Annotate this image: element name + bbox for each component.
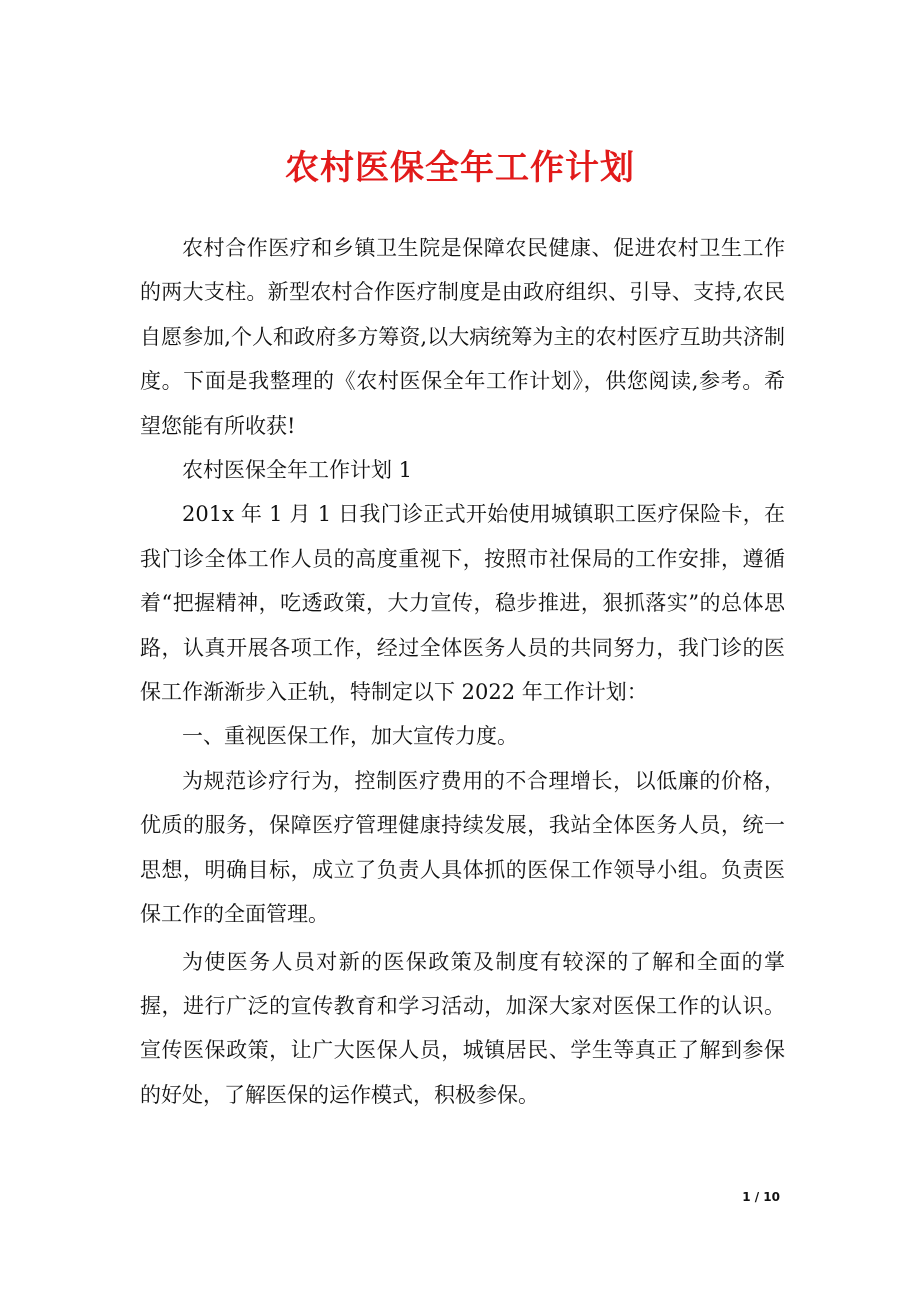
section-heading-1: 一、重视医保工作，加大宣传力度。 xyxy=(182,724,518,749)
page-indicator: 1 / 10 xyxy=(742,1190,780,1204)
document-body xyxy=(140,226,785,1117)
document-title: 农村医保全年工作计划 xyxy=(285,148,635,188)
intro-paragraph: 农村合作医疗和乡镇卫生院是保障农民健康、促进农村卫生工作的两大支柱。新型农村合作医疗制度是由政府组织、引导、支持,农民自愿参加,个人和政府多方筹资,以大病统筹为主的农村医疗互助共济制度。下面是我整理的《农村医保全年工作计划》，供您阅读,参考。希望您能有所收获! xyxy=(140,236,785,438)
section-heading-plan-1: 农村医保全年工作计划 1 xyxy=(182,458,413,483)
body-paragraph-education: 为使医务人员对新的医保政策及制度有较深的了解和全面的掌握，进行广泛的宣传教育和学习活动，加深大家对医保工作的认识。宣传医保政策，让广大医保人员，城镇居民、学生等真正了解到参保的好处，了解医保的运作模式，积极参保。 xyxy=(140,949,785,1107)
body-paragraph-overview: 201x 年 1 月 1 日我门诊正式开始使用城镇职工医疗保险卡，在我门诊全体工作人员的高度重视下，按照市社保局的工作安排，遵循着“把握精神，吃透政策，大力宣传，稳步推进，狠抓落实”的总体思路，认真开展各项工作，经过全体医务人员的共同努力，我门诊的医保工作渐渐步入正轨，特制定以下 2022 年工作计划： xyxy=(140,502,785,705)
body-paragraph-standardize: 为规范诊疗行为，控制医疗费用的不合理增长，以低廉的价格，优质的服务，保障医疗管理健康持续发展，我站全体医务人员，统一思想，明确目标，成立了负责人具体抓的医保工作领导小组。负责医保工作的全面管理。 xyxy=(140,768,785,927)
